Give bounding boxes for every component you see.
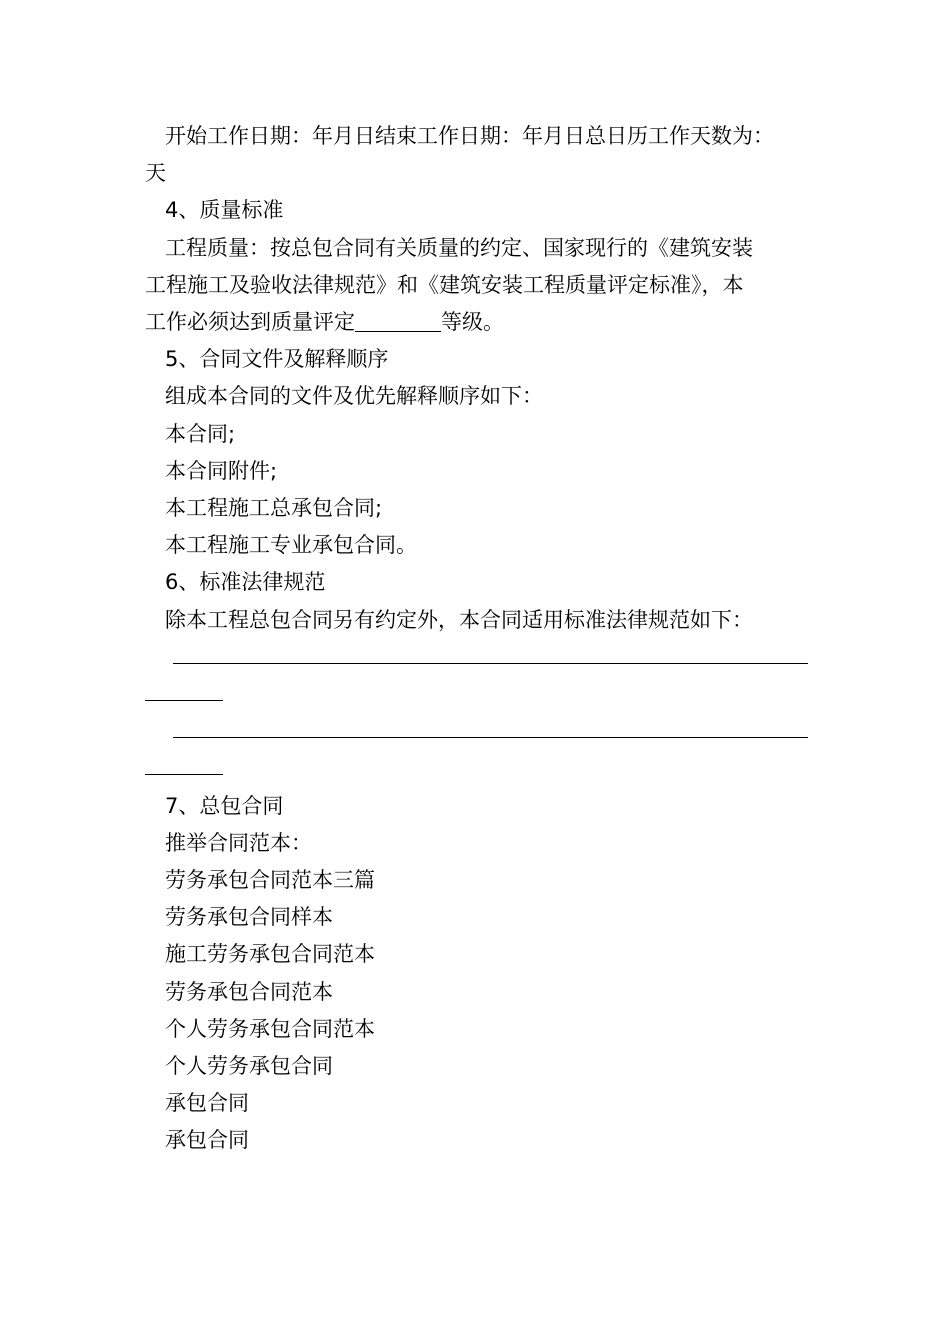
section-5-intro: 组成本合同的文件及优先解释顺序如下： [165, 384, 543, 409]
list-item: 承包合同 [165, 1128, 249, 1153]
document-body [145, 118, 815, 1160]
work-dates-paragraph [145, 118, 815, 192]
section-6-heading: 6、标准法律规范 [165, 570, 326, 595]
fill-in-rule [145, 774, 223, 775]
work-dates-unit: 天 [145, 161, 166, 186]
list-item: 施工劳务承包合同范本 [165, 942, 375, 967]
list-item: 本合同; [165, 421, 236, 446]
fill-in-line-1-cont [145, 676, 815, 713]
fill-in-rule [145, 700, 223, 701]
quality-line-3 [145, 304, 815, 341]
fill-in-line-2 [145, 713, 815, 750]
list-item: 劳务承包合同样本 [165, 905, 333, 930]
quality-line-3-prefix: 工作必须达到质量评定 [145, 310, 355, 335]
section-5-heading: 5、合同文件及解释顺序 [165, 347, 389, 372]
list-item: 个人劳务承包合同 [165, 1054, 333, 1079]
quality-line-1: 工程质量：按总包合同有关质量的约定、国家现行的《建筑安装 [165, 235, 753, 260]
section-7-heading: 7、总包合同 [165, 793, 284, 818]
section-6-intro: 除本工程总包合同另有约定外，本合同适用标准法律规范如下： [165, 607, 753, 632]
list-item: 个人劳务承包合同范本 [165, 1016, 375, 1041]
list-item: 本工程施工专业承包合同。 [165, 533, 417, 558]
list-item: 本工程施工总承包合同; [165, 496, 383, 521]
list-item: 承包合同 [165, 1091, 249, 1116]
fill-in-line-2-cont [145, 750, 815, 787]
quality-line-2: 工程施工及验收法律规范》和《建筑安装工程质量评定标准》，本 [145, 272, 744, 297]
list-item: 劳务承包合同范本三篇 [165, 868, 375, 892]
fill-in-rule [173, 737, 808, 738]
quality-grade-blank [355, 307, 441, 332]
quality-line-3-suffix: 等级。 [441, 310, 504, 335]
list-item: 劳务承包合同范本 [165, 979, 333, 1004]
quality-standard-paragraph [145, 230, 815, 342]
section-7-intro: 推举合同范本： [165, 830, 312, 855]
list-item: 本合同附件; [165, 458, 278, 483]
fill-in-line-1 [145, 639, 815, 676]
fill-in-rule [173, 663, 808, 664]
work-dates-line: 开始工作日期：年月日结束工作日期：年月日总日历工作天数为： [165, 124, 774, 148]
section-4-heading: 4、质量标准 [165, 198, 284, 223]
